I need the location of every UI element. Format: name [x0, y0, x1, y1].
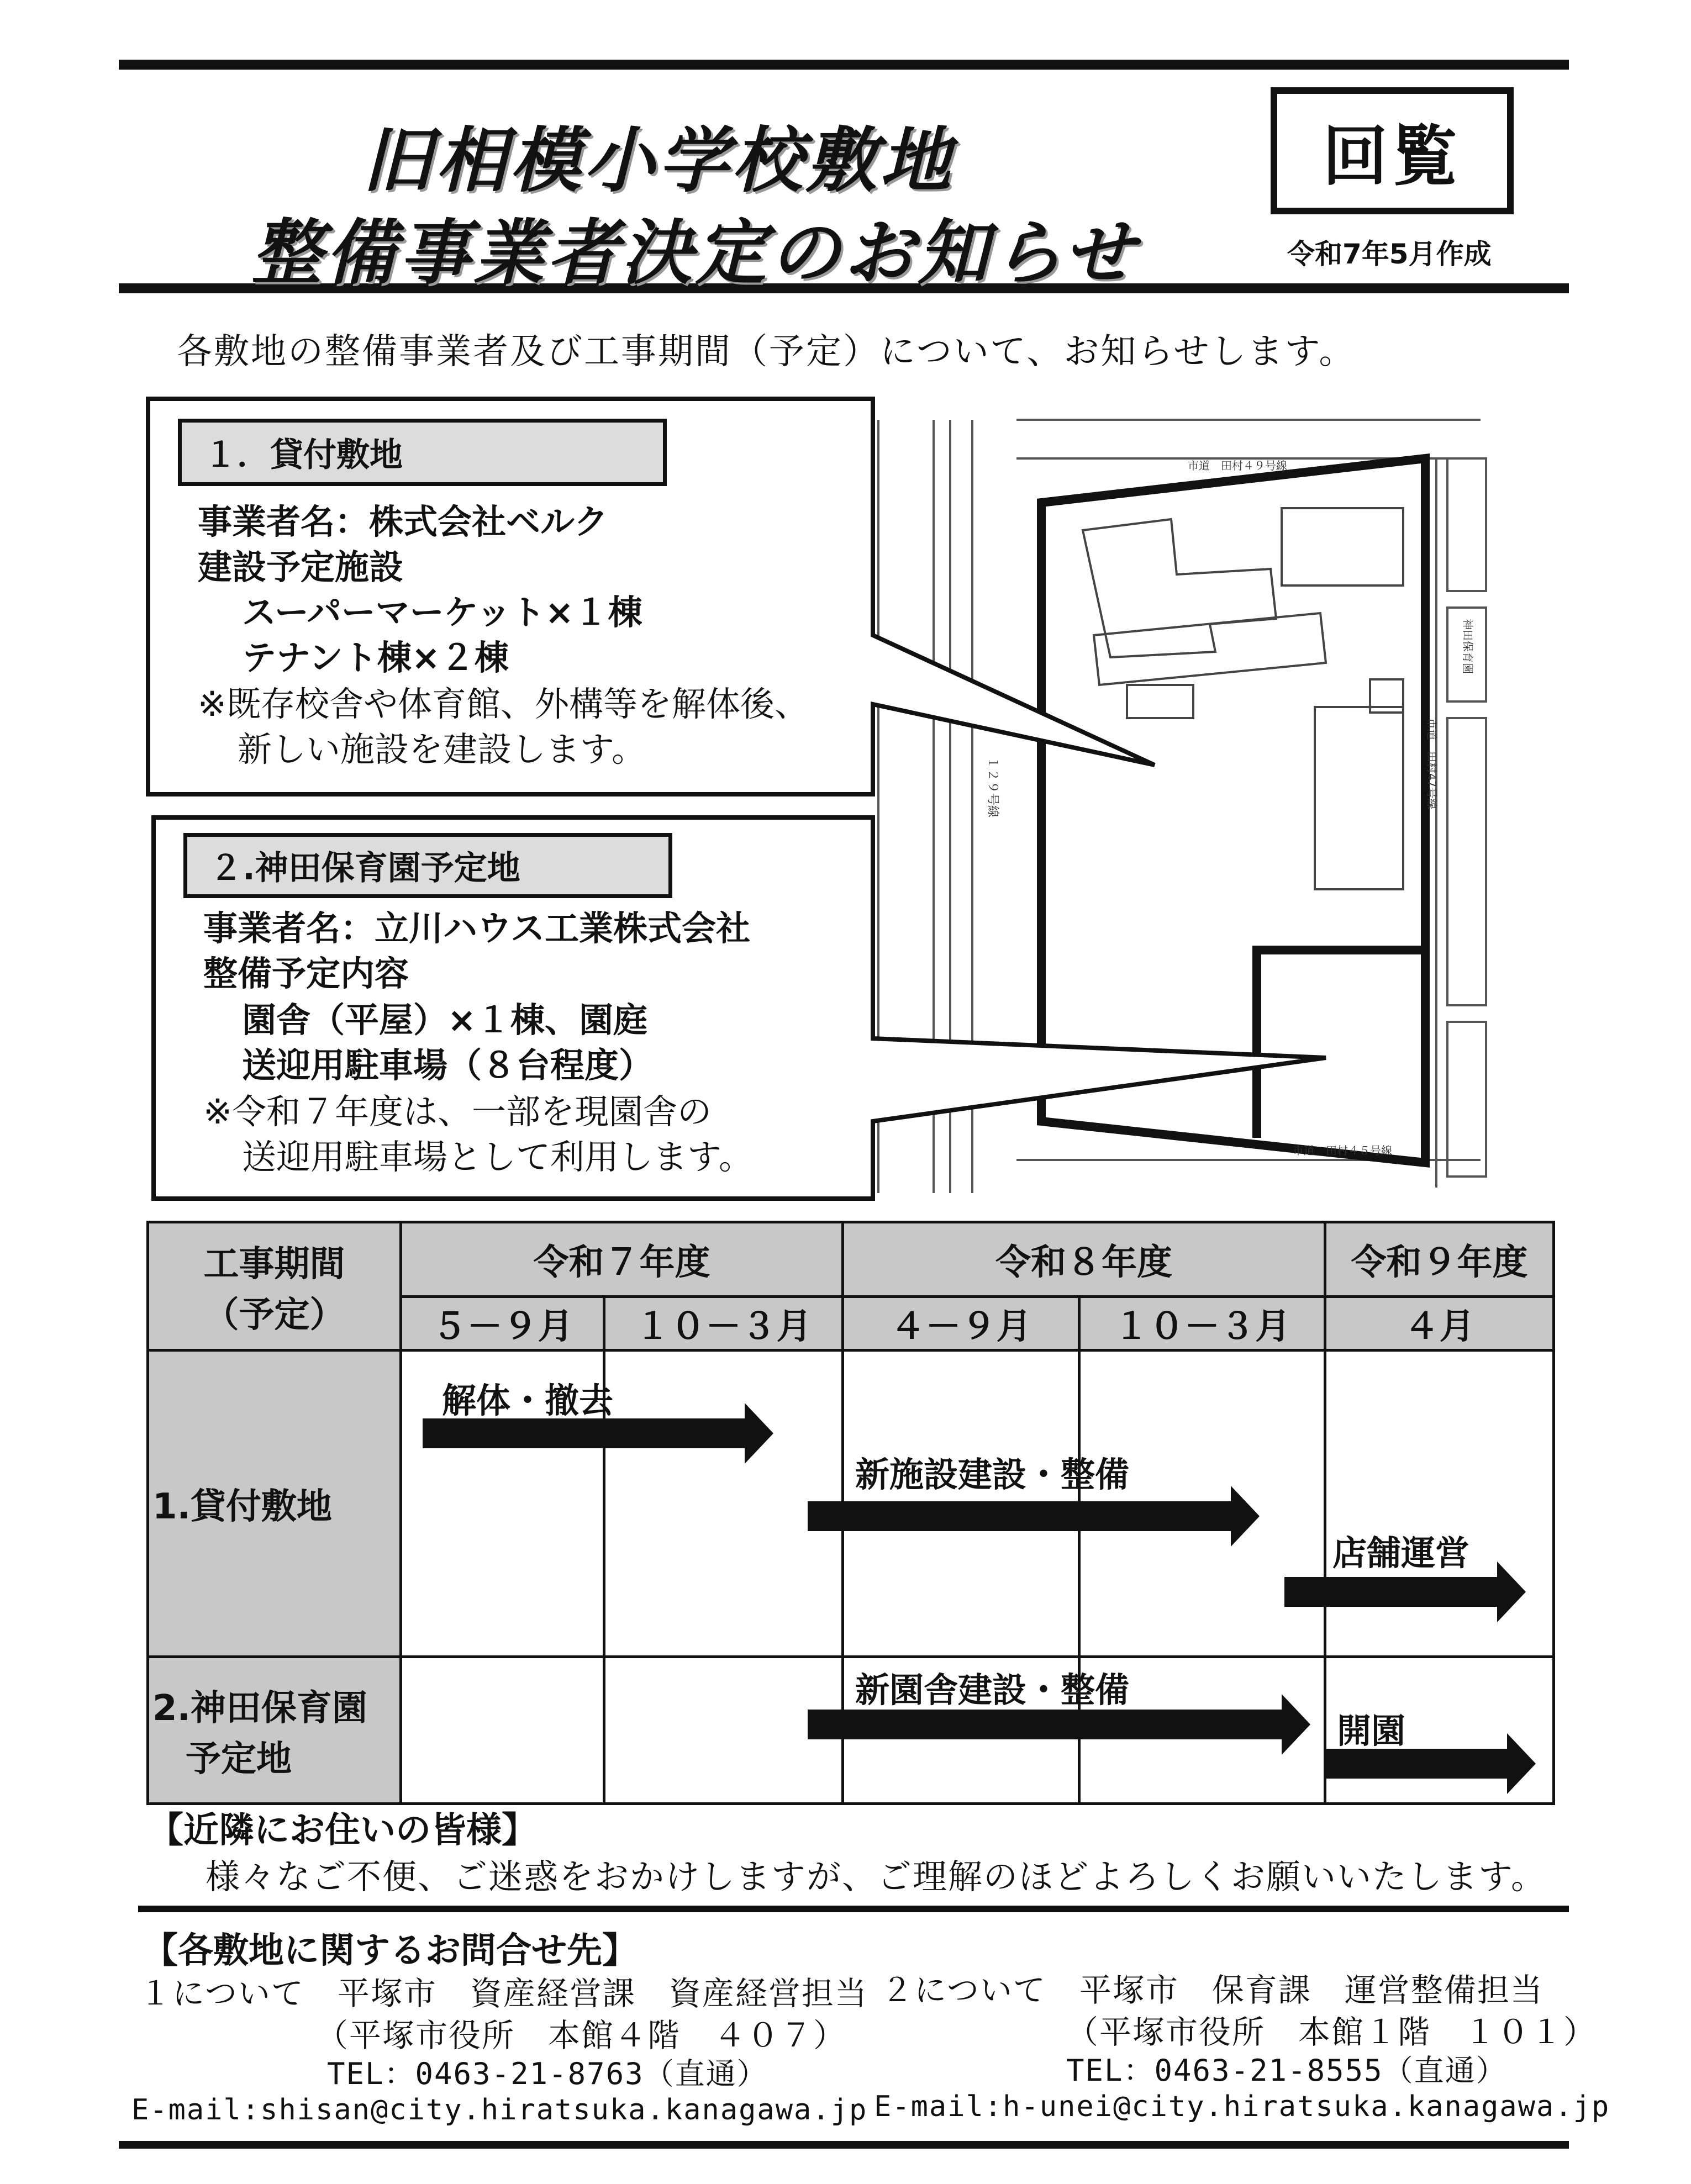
title-line-2: 整備事業者決定のお知らせ — [251, 212, 1138, 294]
section2-content-1: 園舎（平屋）×１棟、園庭 — [242, 1000, 647, 1040]
section2-note-2: 送迎用駐車場として利用します。 — [242, 1137, 754, 1177]
row-label-lending-site: 1.貸付敷地 — [148, 1351, 401, 1657]
year-header: 令和７年度 — [401, 1222, 843, 1297]
creation-date: 令和7年5月作成 — [1287, 238, 1492, 270]
road-label-right: 神田保育園 — [1461, 619, 1474, 674]
bar-label-opening: 開園 — [1337, 1711, 1406, 1751]
section2-label: ２.神田保育園予定地 — [183, 833, 672, 898]
section1-note-2: 新しい施設を建設します。 — [238, 729, 646, 769]
bottom-rule — [119, 2141, 1569, 2149]
section1-operator: 事業者名：株式会社ベルク — [198, 502, 608, 542]
notice-heading: 【近隣にお住いの皆様】 — [148, 1810, 537, 1851]
section1-facility-2: テナント棟×２棟 — [242, 637, 509, 678]
contact1-email[interactable]: E-mail:shisan@city.hiratsuka.kanagawa.jp — [131, 2093, 868, 2127]
bar-label-new-building: 新園舎建設・整備 — [855, 1670, 1130, 1710]
notice-body: 様々なご不便、ご迷惑をおかけしますが、ご理解のほどよろしくお願いいたします。 — [206, 1856, 1547, 1897]
section1-facility-heading: 建設予定施設 — [198, 547, 404, 587]
period-header: ５－９月 — [401, 1297, 604, 1351]
section2-note-1: ※令和７年度は、一部を現園舎の — [203, 1091, 712, 1132]
section2-content-heading: 整備予定内容 — [203, 953, 409, 994]
row-label-nursery-site-2: 予定地 — [186, 1738, 292, 1780]
contact1-line1: １について 平塚市 資産経営課 資産経営担当 — [139, 1975, 868, 2012]
period-header: ４月 — [1325, 1297, 1554, 1351]
road-label-top: 市道 田村４９号線 — [1188, 459, 1287, 472]
section2-content-2: 送迎用駐車場（８台程度） — [242, 1045, 654, 1085]
section2-operator: 事業者名：立川ハウス工業株式会社 — [203, 908, 751, 948]
road-label-right-2: 市道 田村47号線 — [1425, 718, 1439, 810]
section1-label: １．貸付敷地 — [178, 419, 667, 486]
contact1-tel[interactable]: TEL：0463-21-8763（直通） — [327, 2056, 768, 2091]
contact-heading: 【各敷地に関するお問合せ先】 — [143, 1930, 638, 1971]
bar-label-store-operation: 店舗運営 — [1332, 1533, 1470, 1573]
intro-text: 各敷地の整備事業者及び工事期間（予定）について、お知らせします。 — [177, 331, 1356, 372]
period-header: １０－３月 — [604, 1297, 843, 1351]
contact2-tel[interactable]: TEL：0463-21-8555（直通） — [1066, 2053, 1507, 2088]
period-header: １０－３月 — [1079, 1297, 1325, 1351]
title-line-1: 旧相模小学校敷地 — [362, 120, 955, 202]
contact2-line1: ２について 平塚市 保育課 運営整備担当 — [881, 1971, 1544, 2009]
road-label-left: １２９号線 — [986, 757, 999, 818]
bar-label-new-facility: 新施設建設・整備 — [855, 1454, 1130, 1495]
kairan-stamp: 回覧 — [1271, 87, 1514, 214]
period-header: ４－９月 — [843, 1297, 1079, 1351]
contact2-email[interactable]: E-mail:h-unei@city.hiratsuka.kanagawa.jp — [874, 2090, 1610, 2123]
schedule-corner-1: 工事期間 — [203, 1243, 345, 1285]
schedule-corner-2: （予定） — [203, 1294, 345, 1336]
section1-note-1: ※既存校舎や体育館、外構等を解体後、 — [198, 684, 809, 724]
year-header: 令和８年度 — [843, 1222, 1325, 1297]
year-header: 令和９年度 — [1325, 1222, 1554, 1297]
contact1-line2: （平塚市役所 本館４階 ４０７） — [316, 2017, 847, 2054]
contact-top-rule — [138, 1906, 1569, 1912]
bar-label-demolition: 解体・撤去 — [442, 1380, 614, 1421]
road-label-bottom: 市道 田村４５号線 — [1293, 1144, 1392, 1157]
section1-facility-1: スーパーマーケット×１棟 — [242, 592, 642, 632]
contact2-line2: （平塚市役所 本館１階 １０１） — [1066, 2013, 1597, 2051]
row-label-nursery-site-1: 2.神田保育園 — [152, 1687, 367, 1729]
